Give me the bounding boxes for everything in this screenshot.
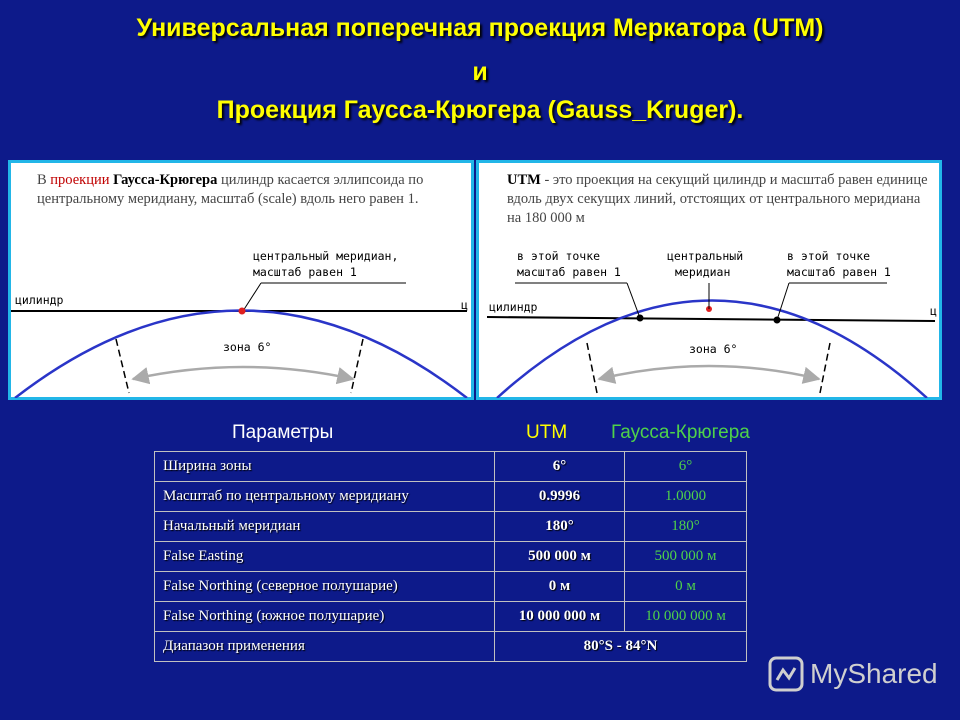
meridian-leader-line [243, 283, 261, 311]
center-meridian-label-1: центральный [667, 249, 744, 263]
meridian-label-1: центральный меридиан, [253, 249, 399, 263]
table-row [155, 482, 747, 512]
gk-value-cell: 180° [625, 512, 747, 542]
parameters-table [154, 451, 747, 662]
utm-cylinder-edge-label: ц [930, 304, 937, 318]
watermark-text: MyShared [810, 658, 938, 689]
zone-boundary-right [351, 339, 363, 393]
utm-panel [476, 160, 942, 400]
myshared-logo-icon [768, 656, 804, 692]
param-name-cell: False Easting [155, 542, 495, 572]
params-header-label: Параметры [232, 422, 334, 443]
range-value-cell: 80°S - 84°N [495, 632, 747, 662]
utm-zone-boundary-right [820, 343, 830, 393]
param-name-cell: False Northing (южное полушарие) [155, 602, 495, 632]
gauss-kruger-panel [8, 160, 474, 400]
center-meridian-label-2: меридиан [675, 265, 731, 279]
table-row [155, 512, 747, 542]
gk-value-cell: 0 м [625, 572, 747, 602]
utm-value-cell: 500 000 м [495, 542, 625, 572]
cylinder-edge-label: ц [461, 298, 468, 312]
zone-boundary-left [116, 339, 129, 393]
gk-value-cell: 10 000 000 м [625, 602, 747, 632]
utm-bold-word: UTM [507, 172, 541, 188]
left-point-label-2: масштаб равен 1 [517, 265, 621, 279]
gk-bold-word: Гаусса-Крюгера [109, 172, 218, 188]
right-point-label-1: в этой точке [787, 249, 871, 263]
utm-zone-boundary-left [587, 343, 597, 393]
gk-red-word: проекции [50, 172, 110, 188]
gauss-kruger-diagram [11, 243, 471, 398]
title-line-3: Проекция Гаусса-Крюгера (Gauss_Kruger). [216, 96, 744, 124]
param-name-cell: Начальный меридиан [155, 512, 495, 542]
table-row [155, 632, 747, 662]
table-row [155, 602, 747, 632]
params-header-utm: UTM [526, 422, 568, 443]
utm-value-cell: 0 м [495, 572, 625, 602]
cylinder-label: цилиндр [15, 293, 64, 307]
left-point-label-1: в этой точке [517, 249, 601, 263]
param-name-cell: Ширина зоны [155, 452, 495, 482]
gauss-kruger-description: В проекции Гаусса-Крюгера цилиндр касается эллипсоида по центральному меридиану, масштаб (scale) вдоль него равен 1. [37, 172, 424, 207]
right-point-label-2: масштаб равен 1 [787, 265, 891, 279]
utm-value-cell: 180° [495, 512, 625, 542]
table-row [155, 452, 747, 482]
gk-value-cell: 6° [625, 452, 747, 482]
utm-cylinder-label: цилиндр [489, 300, 538, 314]
utm-zone-label: зона 6° [689, 342, 738, 356]
utm-diagram [487, 243, 939, 398]
table-row [155, 572, 747, 602]
gk-value-cell: 500 000 м [625, 542, 747, 572]
param-name-cell: Диапазон применения [155, 632, 495, 662]
gk-value-cell: 1.0000 [625, 482, 747, 512]
right-leader [777, 283, 789, 320]
utm-value-cell: 10 000 000 м [495, 602, 625, 632]
param-name-cell: False Northing (северное полушарие) [155, 572, 495, 602]
ellipsoid-arc [15, 311, 467, 399]
utm-value-cell: 0.9996 [495, 482, 625, 512]
utm-value-cell: 6° [495, 452, 625, 482]
title-line-2: и [472, 58, 488, 86]
table-row [155, 542, 747, 572]
meridian-label-2: масштаб равен 1 [253, 265, 357, 279]
myshared-watermark [768, 656, 938, 692]
title-line-1: Универсальная поперечная проекция Меркатора (UTM) [136, 14, 824, 42]
param-name-cell: Масштаб по центральному меридиану [155, 482, 495, 512]
params-header-gk: Гаусса-Крюгера [611, 422, 750, 443]
secant-cylinder-line [487, 317, 935, 321]
utm-description: UTM - это проекция на секущий цилиндр и масштаб равен единице вдоль двух секущих линий, отстоящих от центрального меридиана на 180 000 м [507, 172, 928, 226]
zone-label: зона 6° [223, 340, 272, 354]
zone-arrow [133, 367, 353, 379]
tangent-point [239, 308, 246, 315]
utm-zone-arrow [599, 366, 819, 379]
